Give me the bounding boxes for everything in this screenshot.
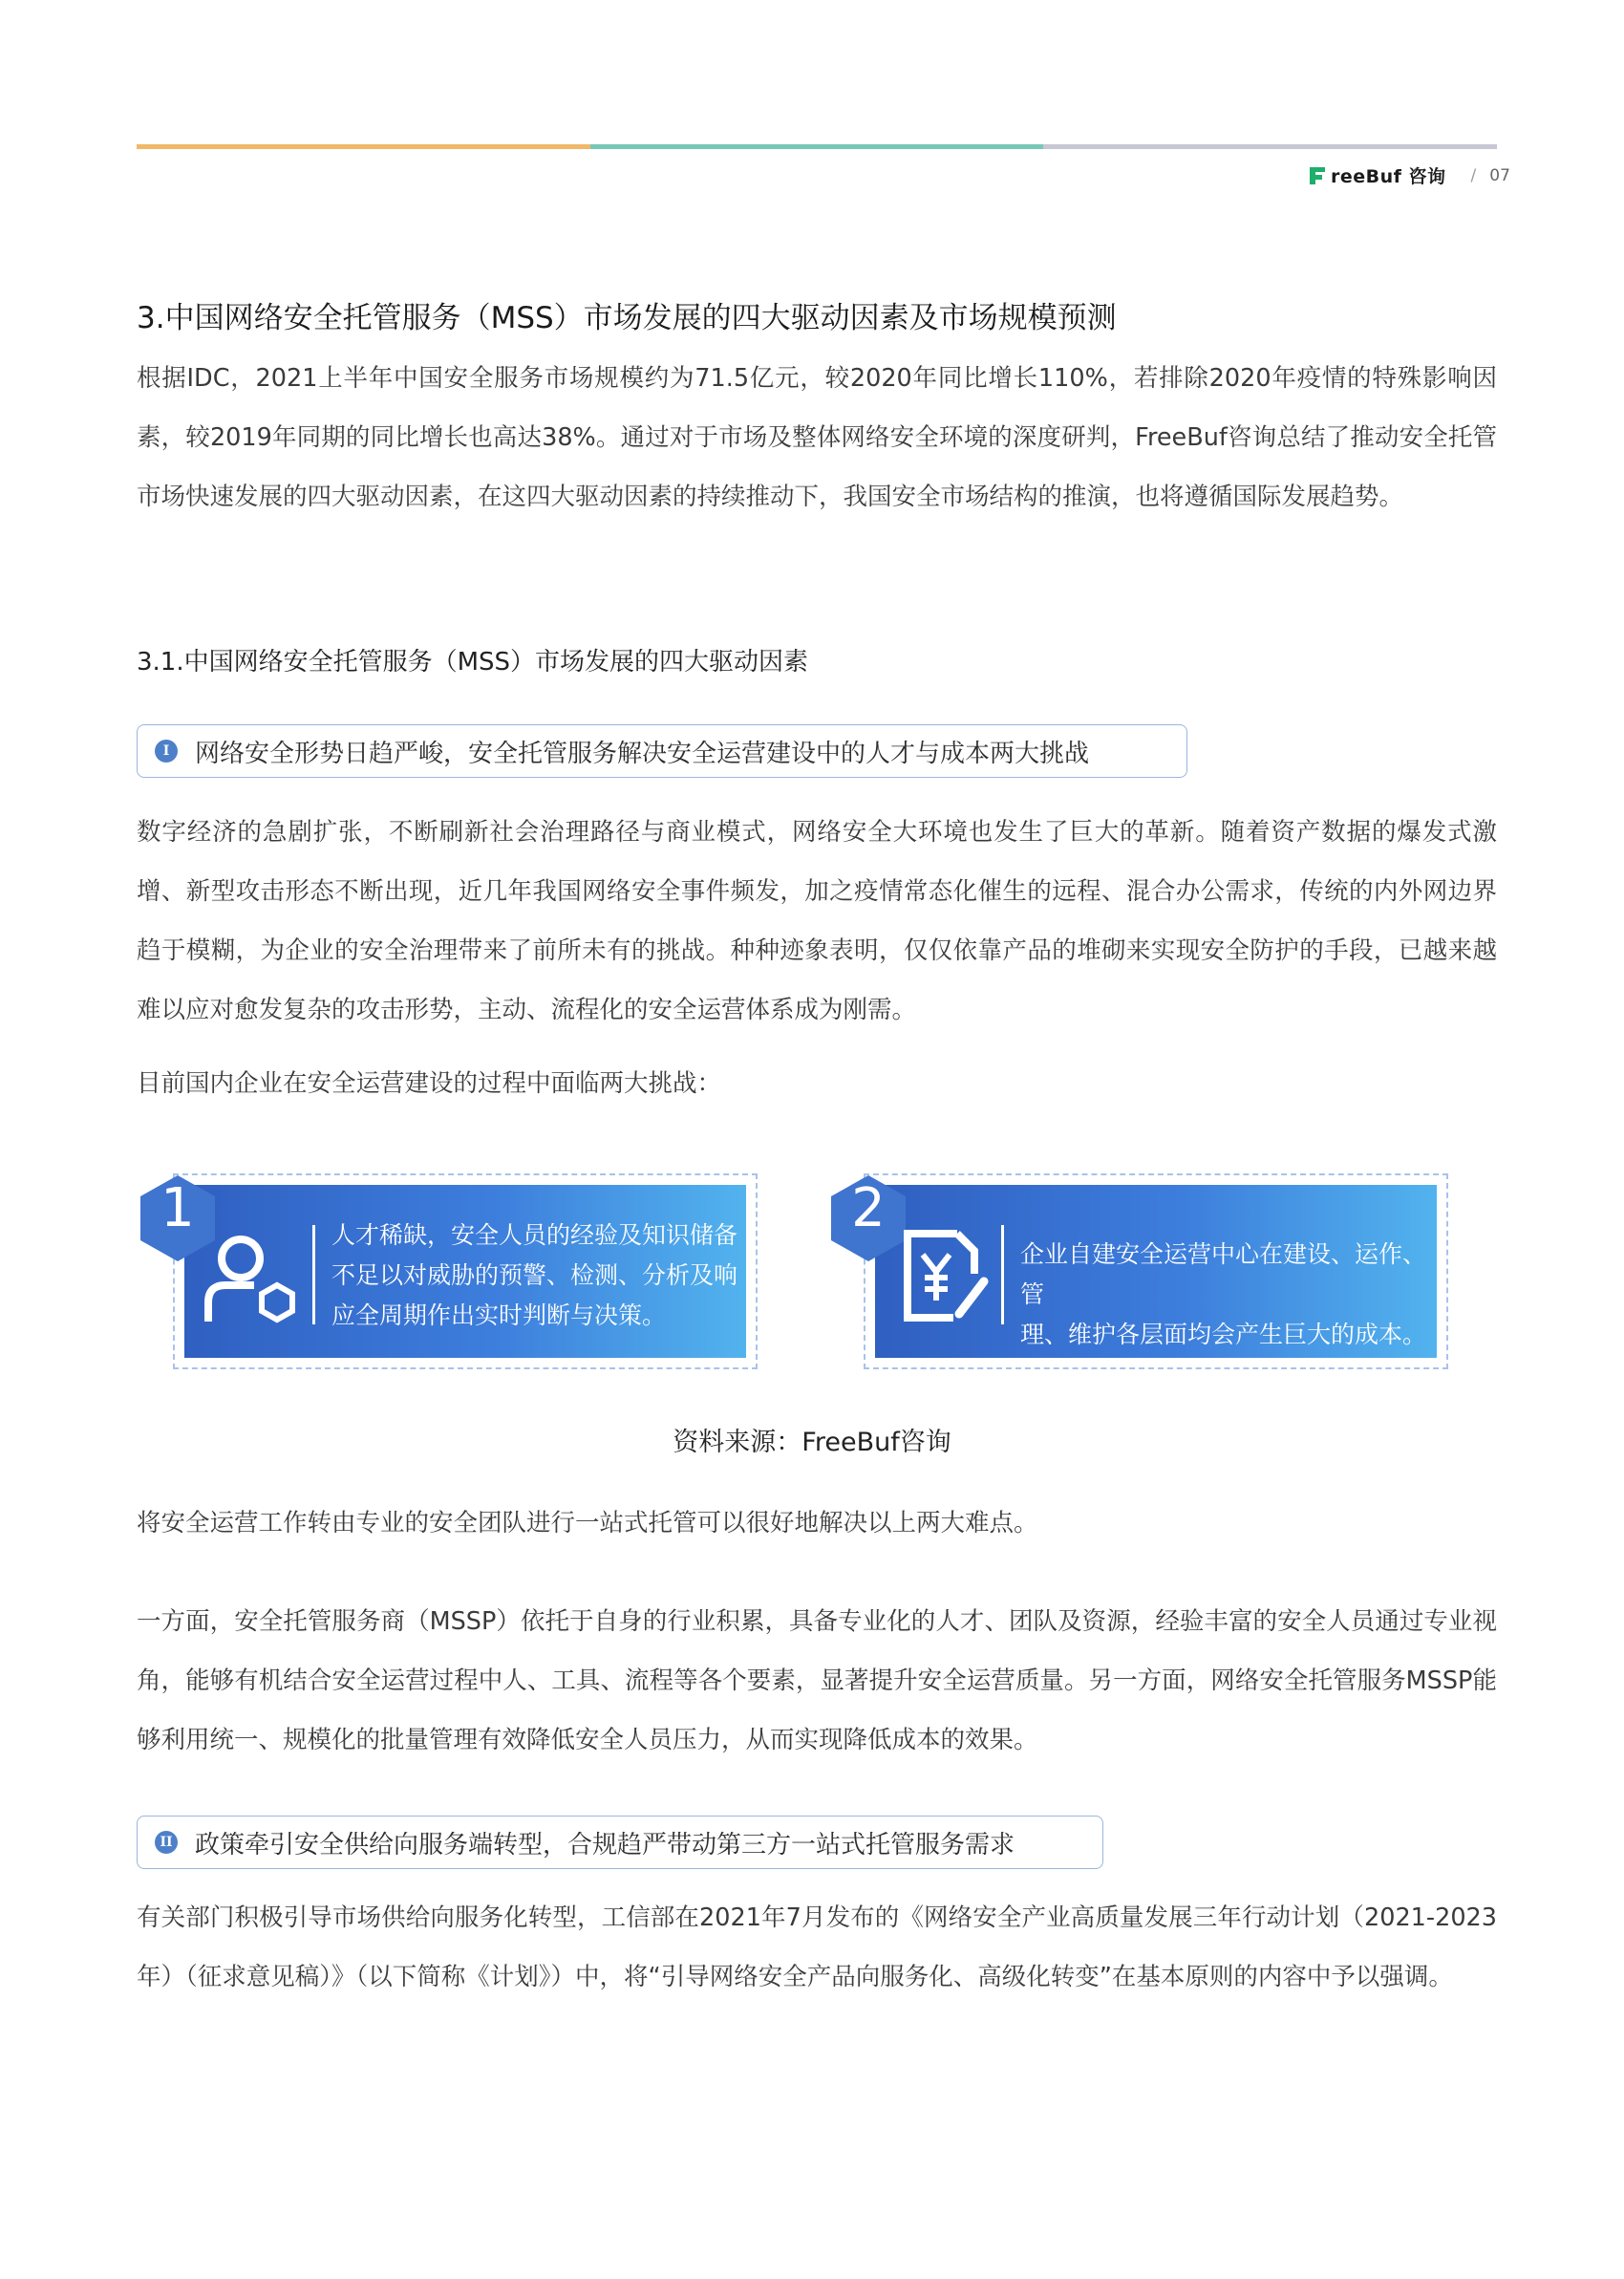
card-number: 2 (851, 1177, 886, 1239)
callout-text: 政策牵引安全供给向服务端转型，合规趋严带动第三方一站式托管服务需求 (195, 1830, 1015, 1860)
card-text-line: 理、维护各层面均会产生巨大的成本。 (1020, 1321, 1427, 1348)
freebuf-logo-icon (1307, 165, 1328, 186)
callout-text: 网络安全形势日趋严峻，安全托管服务解决安全运营建设中的人才与成本两大挑战 (195, 739, 1090, 768)
card-divider (1001, 1225, 1004, 1324)
divider-segment-orange (137, 144, 590, 149)
subsection-title: 3.1.中国网络安全托管服务（MSS）市场发展的四大驱动因素 (137, 648, 809, 677)
callout-driver-2 (137, 1816, 1103, 1869)
card-text-line: 企业自建安全运营中心在建设、运作、管 (1020, 1240, 1427, 1308)
divider-segment-teal (590, 144, 1044, 149)
challenge-card-talent (139, 1173, 758, 1369)
card-text-line: 不足以对威胁的预警、检测、分析及响 (331, 1261, 738, 1289)
card-number: 1 (160, 1177, 195, 1239)
header-divider (137, 144, 1497, 149)
callout-driver-1 (137, 724, 1187, 778)
body-paragraph: 将安全运营工作转由专业的安全团队进行一站式托管可以很好地解决以上两大难点。 (137, 1509, 1038, 1537)
card-description (331, 1215, 737, 1336)
figure-source: 资料来源：FreeBuf咨询 (673, 1428, 951, 1457)
body-paragraph: 目前国内企业在安全运营建设的过程中面临两大挑战： (137, 1069, 722, 1098)
yuan-document-icon (898, 1226, 998, 1326)
card-text-line: 人才稀缺，安全人员的经验及知识储备 (331, 1221, 738, 1249)
body-paragraph: 数字经济的急剧扩张，不断刷新社会治理路径与商业模式，网络安全大环境也发生了巨大的革新。随着资产数据的爆发式激增、新型攻击形态不断出现，近几年我国网络安全事件频发，加之疫情常态化催生的远程、混合办公需求，传统的内外网边界趋于模糊，为企业的安全治理带来了前所未有的挑战。种种迹象表明，仅仅依靠产品的堆砌来实现安全防护的手段，已越来越难以应对愈发复杂的攻击形势，主动、流程化的安全运营体系成为刚需。 (137, 818, 1497, 1024)
page-number: 07 (1489, 165, 1510, 185)
card-text-line: 应全周期作出实时判断与决策。 (331, 1301, 667, 1329)
body-paragraph: 一方面，安全托管服务商（MSSP）依托于自身的行业积累，具备专业化的人才、团队及资源，经验丰富的安全人员通过专业视角，能够有机结合安全运营过程中人、工具、流程等各个要素，显著提升安全运营质量。另一方面，网络安全托管服务MSSP能够利用统一、规模化的批量管理有效降低安全人员压力，从而实现降低成本的效果。 (137, 1607, 1497, 1754)
section-title: 3.中国网络安全托管服务（MSS）市场发展的四大驱动因素及市场规模预测 (137, 301, 1117, 335)
intro-paragraph: 根据IDC，2021上半年中国安全服务市场规模约为71.5亿元，较2020年同比增长110%，若排除2020年疫情的特殊影响因素，较2019年同期的同比增长也高达38%。通过对于市场及整体网络安全环境的深度研判，FreeBuf咨询总结了推动安全托管市场快速发展的四大驱动因素，在这四大驱动因素的持续推动下，我国安全市场结构的推演，也将遵循国际发展趋势。 (137, 364, 1497, 511)
roman-numeral-badge: I (155, 740, 178, 763)
roman-numeral-badge: II (155, 1831, 178, 1854)
divider-segment-gray (1043, 144, 1497, 149)
card-description (1020, 1235, 1448, 1355)
page-header (1307, 162, 1510, 188)
card-divider (312, 1225, 315, 1324)
challenge-card-cost (829, 1173, 1448, 1369)
body-paragraph: 有关部门积极引导市场供给向服务化转型，工信部在2021年7月发布的《网络安全产业高质量发展三年行动计划（2021-2023年）（征求意见稿）》（以下简称《计划》）中，将“引导网络安全产品向服务化、高级化转变”在基本原则的内容中予以强调。 (137, 1903, 1497, 1991)
person-hexagon-icon (201, 1226, 301, 1326)
header-separator: / (1470, 165, 1477, 185)
brand-name: reeBuf 咨询 (1331, 166, 1446, 187)
